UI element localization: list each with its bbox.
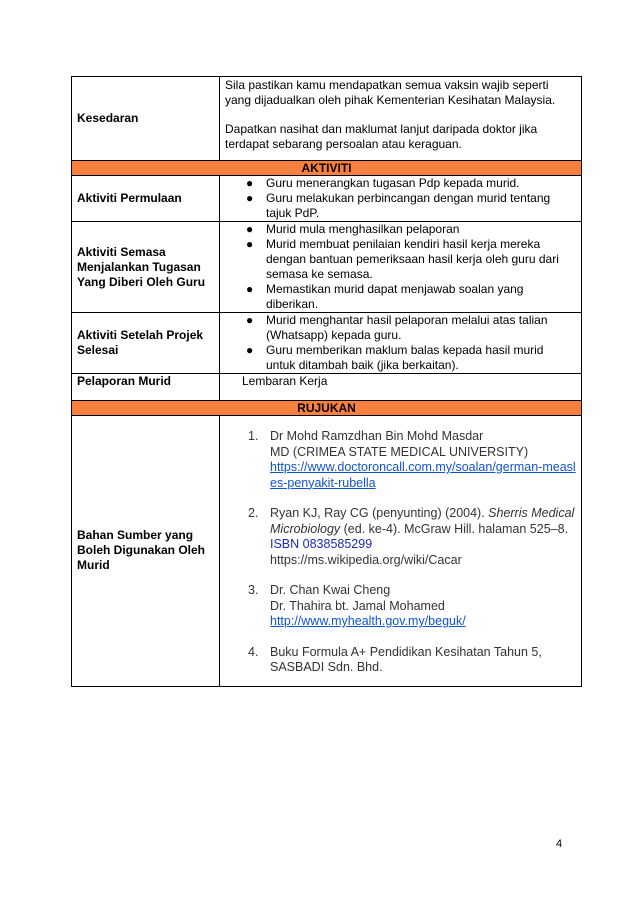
row-content <box>220 222 582 313</box>
row-kesedaran <box>72 77 582 161</box>
bullet-icon: ● <box>246 313 254 327</box>
reference-list <box>225 429 576 676</box>
row-label: Aktiviti Permulaan <box>72 176 220 222</box>
paragraph: Dapatkan nasihat dan maklumat lanjut daripada doktor jika terdapat sebarang persoalan atau keraguan. <box>225 122 538 151</box>
row-content <box>220 77 582 161</box>
row-label: Bahan Sumber yang Boleh Digunakan Oleh Murid <box>72 416 220 687</box>
row-content <box>220 313 582 374</box>
row-bahan-sumber <box>72 416 582 687</box>
row-aktiviti-setelah <box>72 313 582 374</box>
reference-item: 3. Dr. Chan Kwai Cheng Dr. Thahira bt. Jamal Mohamed http://www.myhealth.gov.my/beguk/ <box>248 583 466 628</box>
bullet-icon: ● <box>246 282 254 296</box>
page-number: 4 <box>556 838 563 850</box>
row-label: Pelaporan Murid <box>72 374 220 401</box>
row-content <box>220 176 582 222</box>
row-aktiviti-permulaan <box>72 176 582 222</box>
list-item: ● Murid mula menghasilkan pelaporan <box>246 222 460 236</box>
list-item: ● Memastikan murid dapat menjawab soalan yang diberikan. <box>246 282 524 311</box>
reference-item: 2. Ryan KJ, Ray CG (penyunting) (2004). Sherris Medical Microbiology (ed. ke-4). McGraw Hill. halaman 525–8. ISBN 0838585299 https://ms.wikipedia.org/wiki/Cacar <box>248 506 575 567</box>
row-label: Kesedaran <box>72 77 220 161</box>
section-header-aktiviti: AKTIVITI <box>72 161 582 176</box>
bullet-icon: ● <box>246 191 254 205</box>
row-content: Lembaran Kerja <box>220 374 582 401</box>
list-item: ● Guru menerangkan tugasan Pdp kepada murid. <box>246 176 520 190</box>
reference-url: https://ms.wikipedia.org/wiki/Cacar <box>270 552 462 567</box>
isbn-link[interactable]: ISBN 0838585299 <box>270 537 373 551</box>
bullet-icon: ● <box>246 343 254 357</box>
list-item: ● Guru memberikan maklum balas kepada hasil murid untuk ditambah baik (jika berkaitan). <box>246 343 544 372</box>
row-aktiviti-semasa <box>72 222 582 313</box>
reference-item: 1. Dr Mohd Ramzdhan Bin Mohd Masdar MD (CRIMEA STATE MEDICAL UNIVERSITY) https://www.doctoroncall.com.my/soalan/german-measles-penyakit-rubella <box>248 429 576 490</box>
row-pelaporan-murid <box>72 374 582 401</box>
bullet-icon: ● <box>246 176 254 190</box>
row-content <box>220 416 582 687</box>
bullet-icon: ● <box>246 237 254 251</box>
row-label: Aktiviti Setelah Projek Selesai <box>72 313 220 374</box>
paragraph: Sila pastikan kamu mendapatkan semua vaksin wajib seperti yang dijadualkan oleh pihak Kementerian Kesihatan Malaysia. <box>225 78 556 107</box>
reference-item: 4. Buku Formula A+ Pendidikan Kesihatan Tahun 5, SASBADI Sdn. Bhd. <box>248 644 542 674</box>
section-header-rujukan: RUJUKAN <box>72 401 582 416</box>
reference-link[interactable]: http://www.myhealth.gov.my/beguk/ <box>270 614 466 628</box>
list-item: ● Murid membuat penilaian kendiri hasil kerja mereka dengan bantuan pemeriksaan hasil kerja oleh guru dari semasa ke semasa. <box>246 237 559 281</box>
list-item: ● Murid menghantar hasil pelaporan melalui atas talian (Whatsapp) kepada guru. <box>246 313 548 342</box>
bullet-icon: ● <box>246 222 254 236</box>
list-item: ● Guru melakukan perbincangan dengan murid tentang tajuk PdP. <box>246 191 551 220</box>
reference-link[interactable]: https://www.doctoroncall.com.my/soalan/german-measles-penyakit-rubella <box>270 460 576 490</box>
lesson-plan-table <box>71 76 582 687</box>
row-label: Aktiviti Semasa Menjalankan Tugasan Yang Diberi Oleh Guru <box>72 222 220 313</box>
